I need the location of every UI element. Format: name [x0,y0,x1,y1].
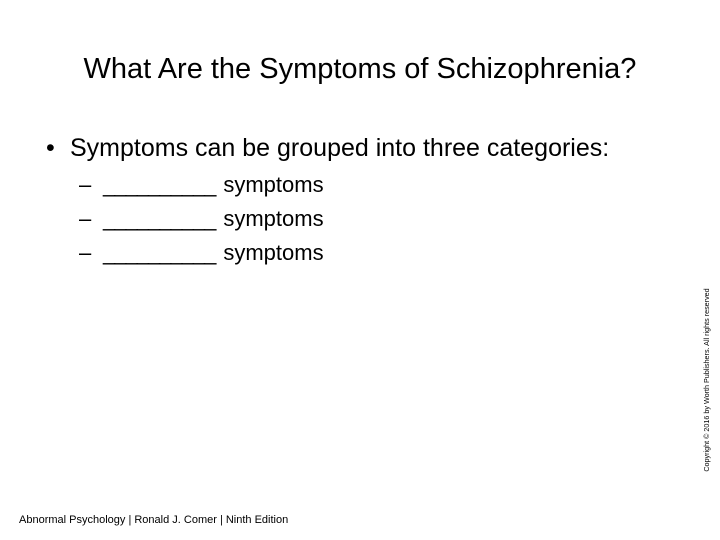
copyright-notice: Copyright © 2016 by Worth Publishers. All rights reserved [702,288,711,472]
item-text: symptoms [223,240,324,265]
sub-bullet-marker: – [79,172,92,197]
item-text: symptoms [223,172,324,197]
fill-in-blank: __________ [103,172,216,197]
sub-bullet-marker: – [79,206,92,231]
list-item [79,168,324,202]
fill-in-blank: __________ [103,240,216,265]
footer-citation: Abnormal Psychology | Ronald J. Comer | Ninth Edition [19,514,289,526]
symptom-categories-list [79,168,324,270]
sub-bullet-marker: – [79,240,92,265]
bullet-text: Symptoms can be grouped into three categories: [70,134,610,162]
list-item [79,236,324,270]
item-text: symptoms [223,206,324,231]
main-bullet [46,131,609,165]
list-item [79,202,324,236]
fill-in-blank: __________ [103,206,216,231]
slide-title: What Are the Symptoms of Schizophrenia? [83,53,637,85]
bullet-marker: • [46,134,55,162]
